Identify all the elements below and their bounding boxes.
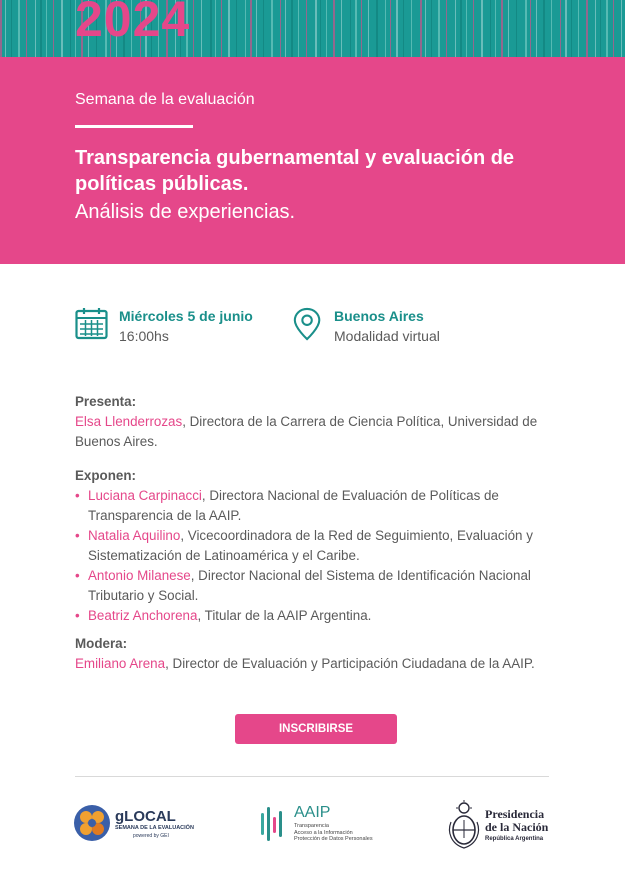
exponen-heading: Exponen: <box>75 468 137 483</box>
event-subtitle: Análisis de experiencias. <box>75 201 296 223</box>
stripe <box>26 0 27 57</box>
aaip-emblem-icon <box>259 803 289 843</box>
stripe <box>490 0 491 57</box>
stripe <box>606 0 608 57</box>
modera-entry <box>75 654 555 674</box>
stripe <box>306 0 307 57</box>
stripe <box>578 0 579 57</box>
year-label: 2024 <box>75 0 191 47</box>
date-info <box>75 306 253 346</box>
stripe <box>46 0 47 57</box>
stripe <box>35 0 36 57</box>
presenta-entry <box>75 412 555 452</box>
stripe <box>236 0 237 57</box>
stripe <box>621 0 622 57</box>
stripe <box>326 0 327 57</box>
stripe <box>221 0 222 57</box>
stripe <box>390 0 391 57</box>
stripe <box>501 0 503 57</box>
stripe <box>285 0 286 57</box>
speaker-list <box>75 486 555 626</box>
stripe <box>473 0 474 57</box>
presenta-heading: Presenta: <box>75 394 137 409</box>
event-time: 16:00hs <box>119 328 169 344</box>
presidencia-name <box>485 808 548 834</box>
aaip-line-3: Protección de Datos Personales <box>294 836 373 842</box>
presenta-name: Elsa Llenderrozas <box>75 414 183 429</box>
hero-divider <box>75 125 193 128</box>
stripe <box>40 0 42 57</box>
glocal-logo <box>73 804 213 844</box>
stripe <box>201 0 202 57</box>
stripe <box>595 0 596 57</box>
hero-banner <box>0 57 625 264</box>
stripe <box>438 0 440 57</box>
stripe <box>210 0 212 57</box>
event-mode: Modalidad virtual <box>334 328 440 344</box>
speaker-role: , Directora Nacional de Evaluación de Políticas de Transparencia de la AAIP. <box>88 488 499 523</box>
aaip-line-1: Transparencia <box>294 823 329 829</box>
presenta-role: , Directora de la Carrera de Ciencia Política, Universidad de Buenos Aires. <box>75 414 538 449</box>
stripe <box>0 0 2 57</box>
stripe <box>543 0 545 57</box>
stripe <box>420 0 422 57</box>
stripe <box>431 0 432 57</box>
event-place: Buenos Aires <box>334 308 424 324</box>
event-title: Transparencia gubernamental y evaluación de políticas públicas. <box>75 147 515 195</box>
presenta-section <box>75 392 555 452</box>
stripe <box>291 0 293 57</box>
stripe <box>355 0 357 57</box>
exponen-section <box>75 466 555 626</box>
stripe <box>53 0 54 57</box>
stripe <box>481 0 483 57</box>
event-date: Miércoles 5 de junio <box>119 308 253 324</box>
stripe <box>613 0 614 57</box>
presidencia-line-2: de la Nación <box>485 820 549 834</box>
stripe <box>530 0 531 57</box>
stripe <box>466 0 467 57</box>
speaker-name: Antonio Milanese <box>88 568 191 583</box>
stripe <box>256 0 257 57</box>
stripe <box>508 0 509 57</box>
stripe <box>11 0 12 57</box>
speaker-item <box>75 566 555 606</box>
stripe <box>245 0 246 57</box>
presidencia-logo <box>447 800 557 850</box>
stripe <box>271 0 273 57</box>
stripe <box>315 0 317 57</box>
stripe <box>600 0 601 57</box>
stripe <box>385 0 386 57</box>
stripe <box>5 0 6 57</box>
speaker-role: , Titular de la AAIP Argentina. <box>197 608 372 623</box>
location-pin-icon <box>292 306 324 342</box>
stripe <box>460 0 462 57</box>
stripe <box>350 0 351 57</box>
presidencia-line-1: Presidencia <box>485 807 545 821</box>
stripe <box>586 0 588 57</box>
calendar-icon <box>75 306 109 342</box>
stripe <box>215 0 216 57</box>
stripe <box>368 0 369 57</box>
stripe <box>70 0 71 57</box>
stripe <box>61 0 63 57</box>
stripe <box>425 0 426 57</box>
stripe <box>495 0 496 57</box>
stripe <box>446 0 447 57</box>
aaip-logo <box>259 803 389 845</box>
speaker-item <box>75 526 555 566</box>
speaker-item <box>75 486 555 526</box>
stripe <box>516 0 517 57</box>
stripe <box>18 0 20 57</box>
stripe <box>560 0 561 57</box>
speaker-role: , Vicecoordinadora de la Red de Seguimiento, Evaluación y Sistematización de Latinoamérica y el Caribe. <box>88 528 533 563</box>
register-button[interactable]: INSCRIBIRSE <box>235 714 397 744</box>
speaker-name: Natalia Aquilino <box>88 528 181 543</box>
stripe <box>280 0 281 57</box>
stripe <box>403 0 404 57</box>
aaip-line-2: Acceso a la Información <box>294 829 353 836</box>
stripe <box>455 0 456 57</box>
speaker-item <box>75 606 555 626</box>
stripe <box>525 0 527 57</box>
event-kicker: Semana de la evaluación <box>75 91 255 108</box>
aaip-name: AAIP <box>294 804 331 821</box>
presidencia-subtitle: República Argentina <box>485 836 544 842</box>
footer-divider <box>75 776 549 777</box>
glocal-emblem-icon <box>73 804 111 842</box>
glocal-name: gLOCAL <box>115 808 176 825</box>
stripe <box>250 0 252 57</box>
modera-role: , Director de Evaluación y Participación Ciudadana de la AAIP. <box>165 656 535 671</box>
stripe <box>376 0 378 57</box>
stripe <box>551 0 552 57</box>
location-info <box>292 306 440 346</box>
stripe <box>565 0 567 57</box>
stripe <box>298 0 299 57</box>
coat-of-arms-icon <box>447 800 481 850</box>
stripe <box>228 0 230 57</box>
glocal-tagline: SEMANA DE LA EVALUACIÓN <box>115 825 194 831</box>
stripe <box>536 0 537 57</box>
stripe <box>320 0 321 57</box>
stripe <box>263 0 264 57</box>
stripe <box>411 0 412 57</box>
stripe <box>341 0 342 57</box>
stripe <box>571 0 572 57</box>
speaker-name: Luciana Carpinacci <box>88 488 202 503</box>
modera-name: Emiliano Arena <box>75 656 166 671</box>
stripe <box>193 0 194 57</box>
aaip-lines <box>294 823 373 843</box>
stripe <box>333 0 335 57</box>
speaker-name: Beatriz Anchorena <box>88 608 198 623</box>
modera-heading: Modera: <box>75 636 128 651</box>
stripe <box>361 0 362 57</box>
speaker-role: , Director Nacional del Sistema de Identificación Nacional Tributario y Social. <box>88 568 531 603</box>
glocal-powered: powered by GEI <box>133 833 169 839</box>
stripe <box>396 0 398 57</box>
modera-section <box>75 634 555 674</box>
